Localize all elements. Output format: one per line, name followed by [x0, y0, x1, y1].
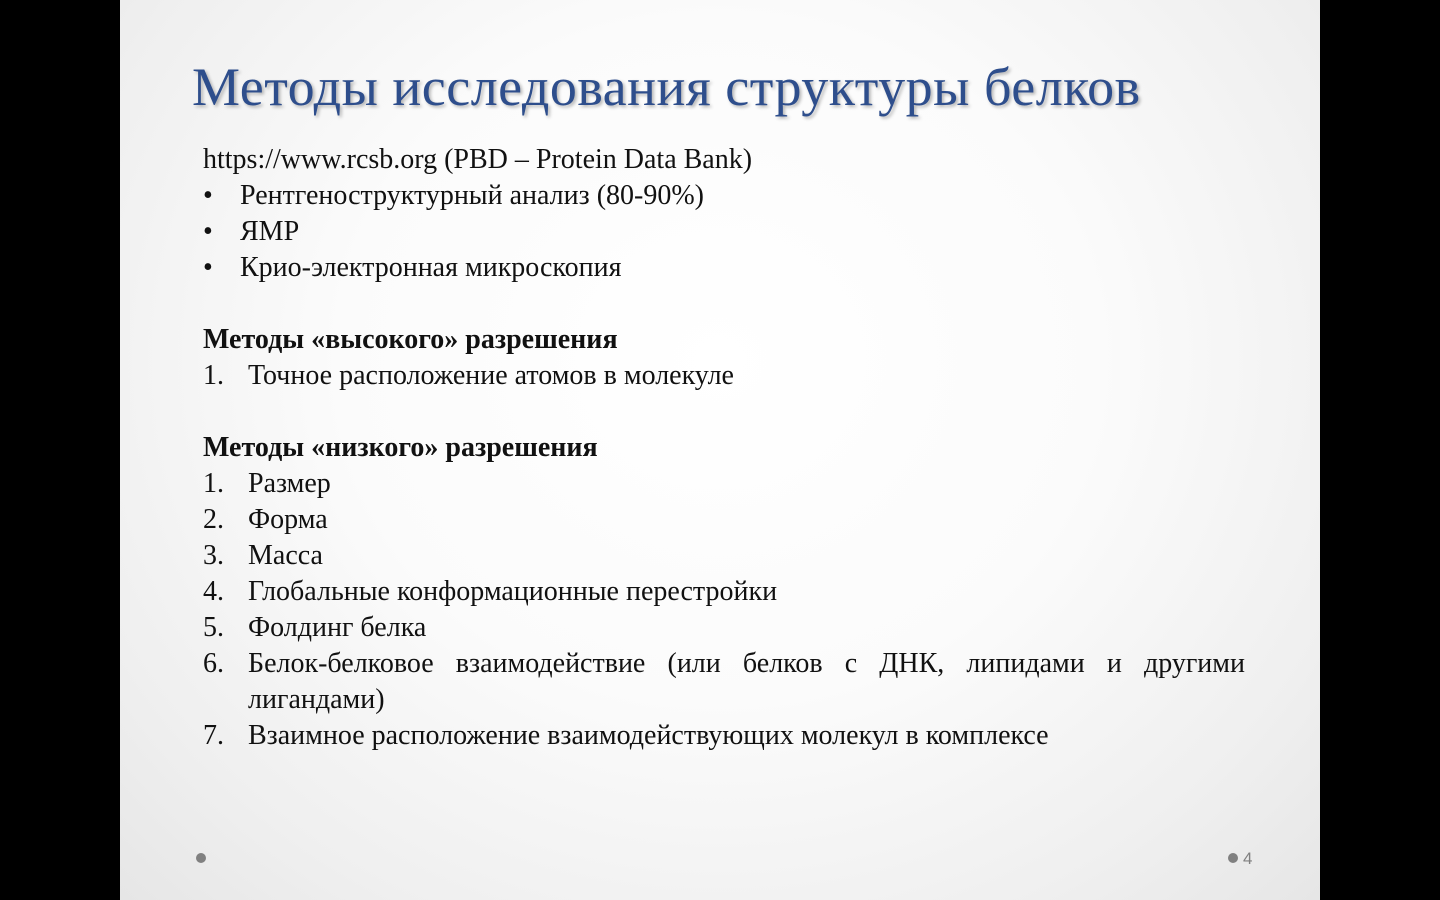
bullet-symbol: •: [203, 216, 213, 247]
low-resolution-heading: Методы «низкого» разрешения: [203, 432, 598, 463]
slide-body: [203, 142, 1245, 754]
item-text: Белок-белковое взаимодействие (или белков с ДНК, липидами и другими лигандами): [248, 648, 1245, 715]
bullet-text: Рентгеноструктурный анализ (80-90%): [240, 180, 704, 211]
footer-left-dot: [196, 853, 206, 863]
item-text: Форма: [248, 504, 328, 535]
item-text: Точное расположение атомов в молекуле: [248, 360, 734, 391]
numbered-item: [203, 646, 1245, 718]
slide-title: Методы исследования структуры белков: [192, 57, 1141, 117]
numbered-item: [203, 466, 1245, 502]
numbered-item: [203, 610, 1245, 646]
item-number: 5.: [203, 612, 224, 643]
item-number: 2.: [203, 504, 224, 535]
item-text: Масса: [248, 540, 323, 571]
item-text: Фолдинг белка: [248, 612, 427, 643]
numbered-item: [203, 574, 1245, 610]
item-text: Глобальные конформационные перестройки: [248, 576, 778, 607]
bullet-symbol: •: [203, 252, 213, 283]
bullet-item: [203, 178, 1245, 214]
item-number: 1.: [203, 468, 224, 499]
source-line: https://www.rcsb.org (PBD – Protein Data Bank): [203, 144, 753, 175]
item-text: Взаимное расположение взаимодействующих молекул в комплексе: [248, 720, 1049, 751]
high-resolution-heading: Методы «высокого» разрешения: [203, 324, 618, 355]
numbered-item: [203, 358, 1245, 394]
item-number: 6.: [203, 648, 224, 679]
bullet-item: [203, 250, 1245, 286]
bullet-text: Крио-электронная микроскопия: [240, 252, 622, 283]
item-number: 4.: [203, 576, 224, 607]
item-number: 7.: [203, 720, 224, 751]
presentation-slide: [120, 0, 1320, 900]
bullet-symbol: •: [203, 180, 213, 211]
footer-right-dot: [1228, 853, 1238, 863]
bullet-item: [203, 214, 1245, 250]
item-number: 1.: [203, 360, 224, 391]
item-text: Размер: [248, 468, 331, 499]
item-number: 3.: [203, 540, 224, 571]
numbered-item: [203, 538, 1245, 574]
page-number: 4: [1243, 849, 1253, 868]
bullet-text: ЯМР: [240, 216, 300, 247]
numbered-item: [203, 718, 1245, 754]
numbered-item: [203, 502, 1245, 538]
